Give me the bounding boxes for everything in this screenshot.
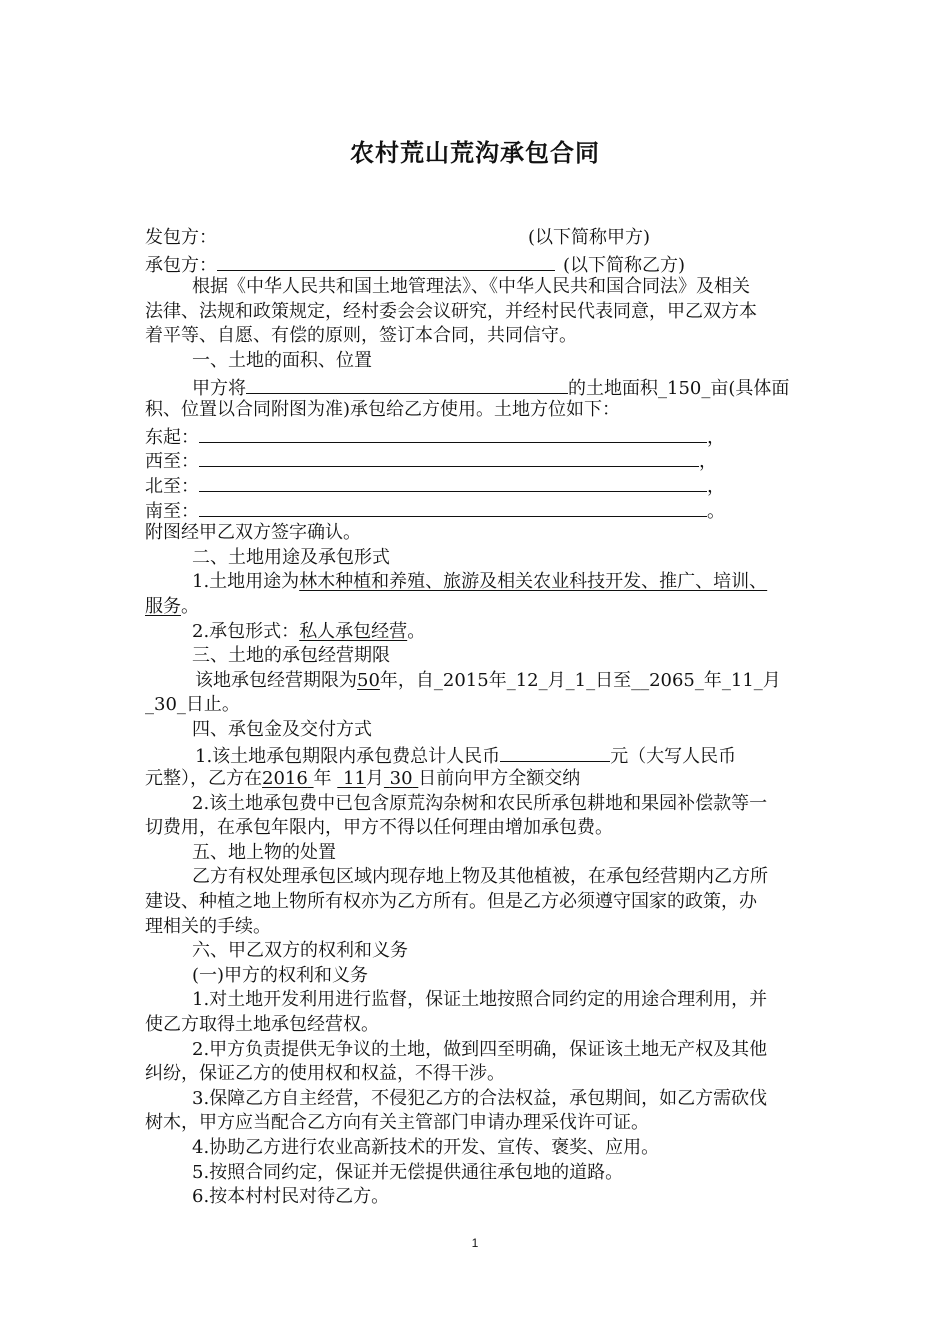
term-years: 50: [357, 669, 380, 691]
land-use-line: [145, 570, 807, 595]
property-line: 乙方有权处理承包区域内现存地上物及其他植被，在承包经营期内乙方所: [192, 866, 768, 888]
boundary-label: 西至：: [145, 451, 199, 473]
section-heading: 四、承包金及交付方式: [192, 718, 372, 740]
fee-line: [145, 742, 807, 767]
party-a-line: [145, 226, 807, 251]
fee-text: 月: [365, 768, 384, 790]
boundary-blank: [199, 423, 707, 443]
term-text: 年，自_2015年_12_月_1_日至__2065_年_11_月: [379, 669, 781, 691]
party-b-line: [145, 251, 807, 276]
fee-year: 2016: [262, 768, 308, 790]
section-heading: 三、土地的承包经营期限: [192, 645, 390, 667]
obligation-item: 6.按本村村民对待乙方。: [192, 1186, 390, 1208]
map-confirm-text: 附图经甲乙双方签字确认。: [145, 522, 361, 544]
party-b-blank: [217, 251, 555, 271]
boundary-west: [145, 447, 807, 472]
fee-line: [145, 767, 807, 792]
boundary-label: 南至：: [145, 500, 199, 522]
fee-text: 元（大写人民币: [610, 746, 737, 768]
land-area-line: 积、位置以合同附图为准)承包给乙方使用。土地方位如下：: [145, 399, 621, 421]
land-use-punct: 。: [181, 595, 199, 617]
party-b-note: (以下简称乙方): [563, 254, 686, 276]
land-use-value: 服务: [145, 595, 181, 617]
section-heading: 六、甲乙双方的权利和义务: [192, 940, 408, 962]
obligation-item: 2.甲方负责提供无争议的土地，做到四至明确，保证该土地无产权及其他: [192, 1038, 768, 1060]
preamble-line: 根据《中华人民共和国土地管理法》、《中华人民共和国合同法》及相关: [192, 276, 750, 298]
boundary-blank: [199, 497, 707, 517]
property-line: 建设、种植之地上物所有权亦为乙方所有。但是乙方必须遵守国家的政策，办: [145, 891, 757, 913]
land-use-value: 林木种植和养殖、旅游及相关农业科技开发、推广、培训、: [299, 571, 768, 593]
fee-month: 11: [343, 768, 366, 790]
fee-text: 年: [313, 768, 332, 790]
contract-form-line: [145, 620, 807, 645]
party-a-note: (以下简称甲方): [528, 227, 651, 248]
obligation-item: 1.对土地开发利用进行监督，保证土地按照合同约定的用途合理利用，并: [192, 989, 768, 1011]
contract-form-label: 2.承包形式：: [192, 620, 300, 642]
section-heading: 一、土地的面积、位置: [192, 349, 372, 371]
page-number: 1: [471, 1236, 479, 1250]
obligation-item: 4.协助乙方进行农业高新技术的开发、宣传、褒奖、应用。: [192, 1136, 660, 1158]
boundary-blank: [199, 472, 707, 492]
term-line: _30_日止。: [145, 694, 240, 716]
boundary-punct: ，: [707, 426, 725, 448]
section-heading: 二、土地用途及承包形式: [192, 546, 390, 568]
boundary-punct: 。: [707, 500, 725, 522]
fee-text: 1.该土地承包期限内承包费总计人民币: [195, 746, 501, 768]
boundary-blank: [199, 447, 699, 467]
preamble-line: 法律、法规和政策规定，经村委会会议研究，并经村民代表同意，甲乙双方本: [145, 300, 757, 322]
fee-line: 2.该土地承包费中已包含原荒沟杂树和农民所承包耕地和果园补偿款等一: [192, 792, 768, 814]
preamble-line: 着平等、自愿、有偿的原则，签订本合同，共同信守。: [145, 325, 577, 347]
fee-amount-blank: [500, 742, 610, 762]
obligation-item: 3.保障乙方自主经营，不侵犯乙方的合法权益，承包期间，如乙方需砍伐: [192, 1087, 768, 1109]
obligation-item: 使乙方取得土地承包经营权。: [145, 1014, 379, 1035]
boundary-north: [145, 472, 807, 497]
contract-form-value: 私人承包经营: [299, 620, 408, 642]
boundary-label: 东起：: [145, 426, 199, 448]
document-body: [145, 226, 807, 1210]
obligation-item: 纠纷，保证乙方的使用权和权益，不得干涉。: [145, 1063, 505, 1085]
term-text: 该地承包经营期限为: [195, 669, 357, 691]
boundary-east: [145, 423, 807, 448]
fee-day: 30: [389, 768, 413, 790]
boundary-punct: ，: [707, 475, 725, 497]
section-heading: 五、地上物的处置: [192, 841, 336, 863]
party-a-label: 发包方：: [145, 227, 217, 248]
document-title: 农村荒山荒沟承包合同: [350, 139, 600, 167]
boundary-south: [145, 497, 807, 522]
subsection-heading: (一)甲方的权利和义务: [192, 964, 369, 986]
fee-text: 日前向甲方全额交纳: [418, 768, 581, 790]
term-line: [145, 669, 807, 694]
land-area-text: 甲方将: [192, 377, 246, 399]
fee-line: 切费用，在承包年限内，甲方不得以任何理由增加承包费。: [145, 817, 613, 839]
property-line: 理相关的手续。: [145, 915, 271, 937]
obligation-item: 树木，甲方应当配合乙方向有关主管部门申请办理采伐许可证。: [145, 1112, 649, 1134]
land-location-blank: [246, 374, 568, 394]
contract-form-punct: 。: [407, 620, 426, 642]
boundary-punct: ，: [699, 451, 717, 473]
land-area-line: [145, 374, 807, 399]
fee-text: 元整），乙方在: [145, 768, 262, 790]
land-use-label: 1.土地用途为: [192, 571, 300, 593]
party-b-label: 承包方：: [145, 254, 217, 276]
boundary-label: 北至：: [145, 475, 199, 497]
land-area-text: 的土地面积_150_亩(具体面: [568, 377, 790, 399]
land-use-line: [145, 595, 807, 620]
obligation-item: 5.按照合同约定，保证并无偿提供通往承包地的道路。: [192, 1161, 624, 1183]
